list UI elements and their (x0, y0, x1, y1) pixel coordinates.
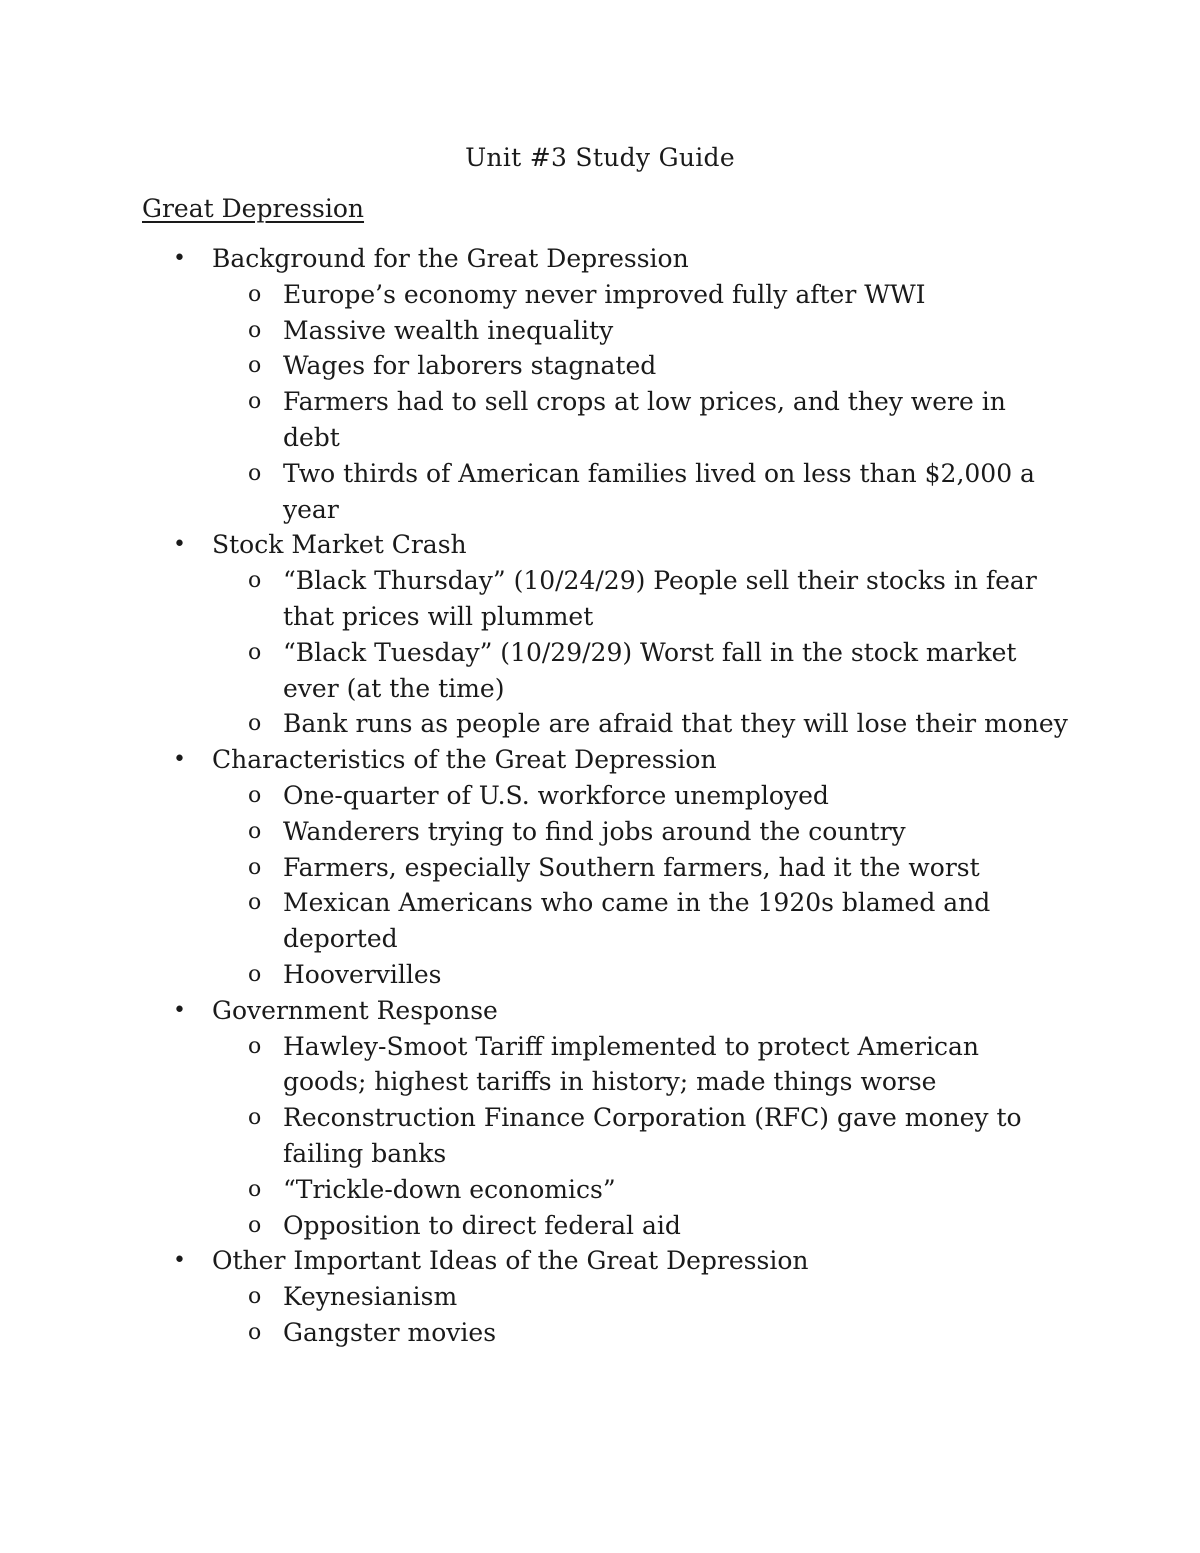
sub-point-text: Reconstruction Finance Corporation (RFC) gave money to failing banks (283, 1103, 1022, 1168)
sub-bullet-icon: o (248, 711, 262, 737)
sub-point-item (0, 1315, 1200, 1351)
sub-point-text: Europe’s economy never improved fully after WWI (283, 279, 926, 309)
topic-label: Government Response (212, 995, 498, 1025)
topic-label: Other Important Ideas of the Great Depression (212, 1246, 809, 1276)
sub-point-text: Keynesianism (283, 1282, 458, 1312)
sub-point-item (0, 277, 1200, 313)
sub-point-item (0, 563, 1200, 635)
sub-point-item (0, 1279, 1200, 1315)
sub-point-text: “Black Tuesday” (10/29/29) Worst fall in the stock market ever (at the time) (283, 637, 1017, 703)
topic-label: Background for the Great Depression (212, 244, 689, 273)
sub-point-text: Wanderers trying to find jobs around the country (283, 816, 906, 846)
sub-point-text: Massive wealth inequality (283, 315, 614, 345)
sub-point-text: Hoovervilles (283, 959, 442, 989)
topic-item (0, 742, 1200, 778)
sub-point-item (0, 1029, 1200, 1101)
bullet-icon: • (173, 747, 186, 773)
sub-bullet-icon: o (248, 460, 262, 486)
outline-list (0, 241, 1200, 1351)
bullet-icon: • (173, 1248, 186, 1274)
document-title: Unit #3 Study Guide (465, 143, 735, 172)
sub-bullet-icon: o (248, 1105, 262, 1131)
topic-item (0, 1243, 1200, 1279)
sub-point-text: Farmers had to sell crops at low prices, and they were in debt (283, 387, 1006, 452)
sub-point-item (0, 456, 1200, 528)
sub-bullet-icon: o (248, 317, 262, 343)
sub-point-item (0, 1172, 1200, 1208)
sub-bullet-icon: o (248, 890, 262, 916)
topic-label: Characteristics of the Great Depression (212, 745, 717, 775)
topic-label: Stock Market Crash (212, 530, 467, 560)
sub-bullet-icon: o (248, 1176, 262, 1202)
sub-point-item (0, 384, 1200, 456)
sub-point-item (0, 348, 1200, 384)
sub-bullet-icon: o (248, 1284, 262, 1310)
sub-point-item (0, 635, 1200, 707)
sub-point-text: “Black Thursday” (10/24/29) People sell their stocks in fear that prices will plummet (283, 566, 1037, 631)
sub-point-item (0, 706, 1200, 742)
sub-point-text: Gangster movies (283, 1317, 497, 1347)
sub-point-text: One-quarter of U.S. workforce unemployed (283, 780, 829, 810)
sub-bullet-icon: o (248, 818, 262, 844)
sub-point-text: Opposition to direct federal aid (283, 1210, 681, 1240)
sub-bullet-icon: o (248, 281, 262, 307)
sub-point-text: Farmers, especially Southern farmers, had it the worst (283, 852, 980, 882)
sub-bullet-icon: o (248, 389, 262, 415)
sub-point-item (0, 814, 1200, 850)
sub-point-item (0, 850, 1200, 886)
sub-bullet-icon: o (248, 353, 262, 379)
sub-bullet-icon: o (248, 639, 262, 665)
sub-point-item (0, 778, 1200, 814)
sub-point-item (0, 1100, 1200, 1172)
sub-bullet-icon: o (248, 1033, 262, 1059)
sub-point-text: Two thirds of American families lived on less than $2,000 a year (283, 458, 1035, 524)
sub-bullet-icon: o (248, 961, 262, 987)
sub-point-item (0, 313, 1200, 349)
sub-point-text: “Trickle-down economics” (283, 1174, 616, 1204)
bullet-icon: • (173, 997, 186, 1023)
sub-point-item (0, 885, 1200, 957)
bullet-icon: • (173, 246, 186, 271)
sub-point-text: Bank runs as people are afraid that they will lose their money (283, 709, 1068, 739)
sub-point-text: Mexican Americans who came in the 1920s blamed and deported (283, 888, 991, 954)
sub-bullet-icon: o (248, 568, 262, 594)
sub-bullet-icon: o (248, 854, 262, 880)
sub-point-item (0, 957, 1200, 993)
sub-point-item (0, 1208, 1200, 1244)
bullet-icon: • (173, 532, 186, 558)
sub-bullet-icon: o (248, 1212, 262, 1238)
topic-item (0, 241, 1200, 277)
sub-bullet-icon: o (248, 782, 262, 808)
topic-item (0, 993, 1200, 1029)
section-heading: Great Depression (142, 194, 365, 223)
topic-item (0, 527, 1200, 563)
sub-point-text: Wages for laborers stagnated (283, 351, 657, 381)
sub-point-text: Hawley-Smoot Tariff implemented to protect American goods; highest tariffs in history; made things worse (283, 1031, 979, 1097)
sub-bullet-icon: o (248, 1319, 262, 1345)
